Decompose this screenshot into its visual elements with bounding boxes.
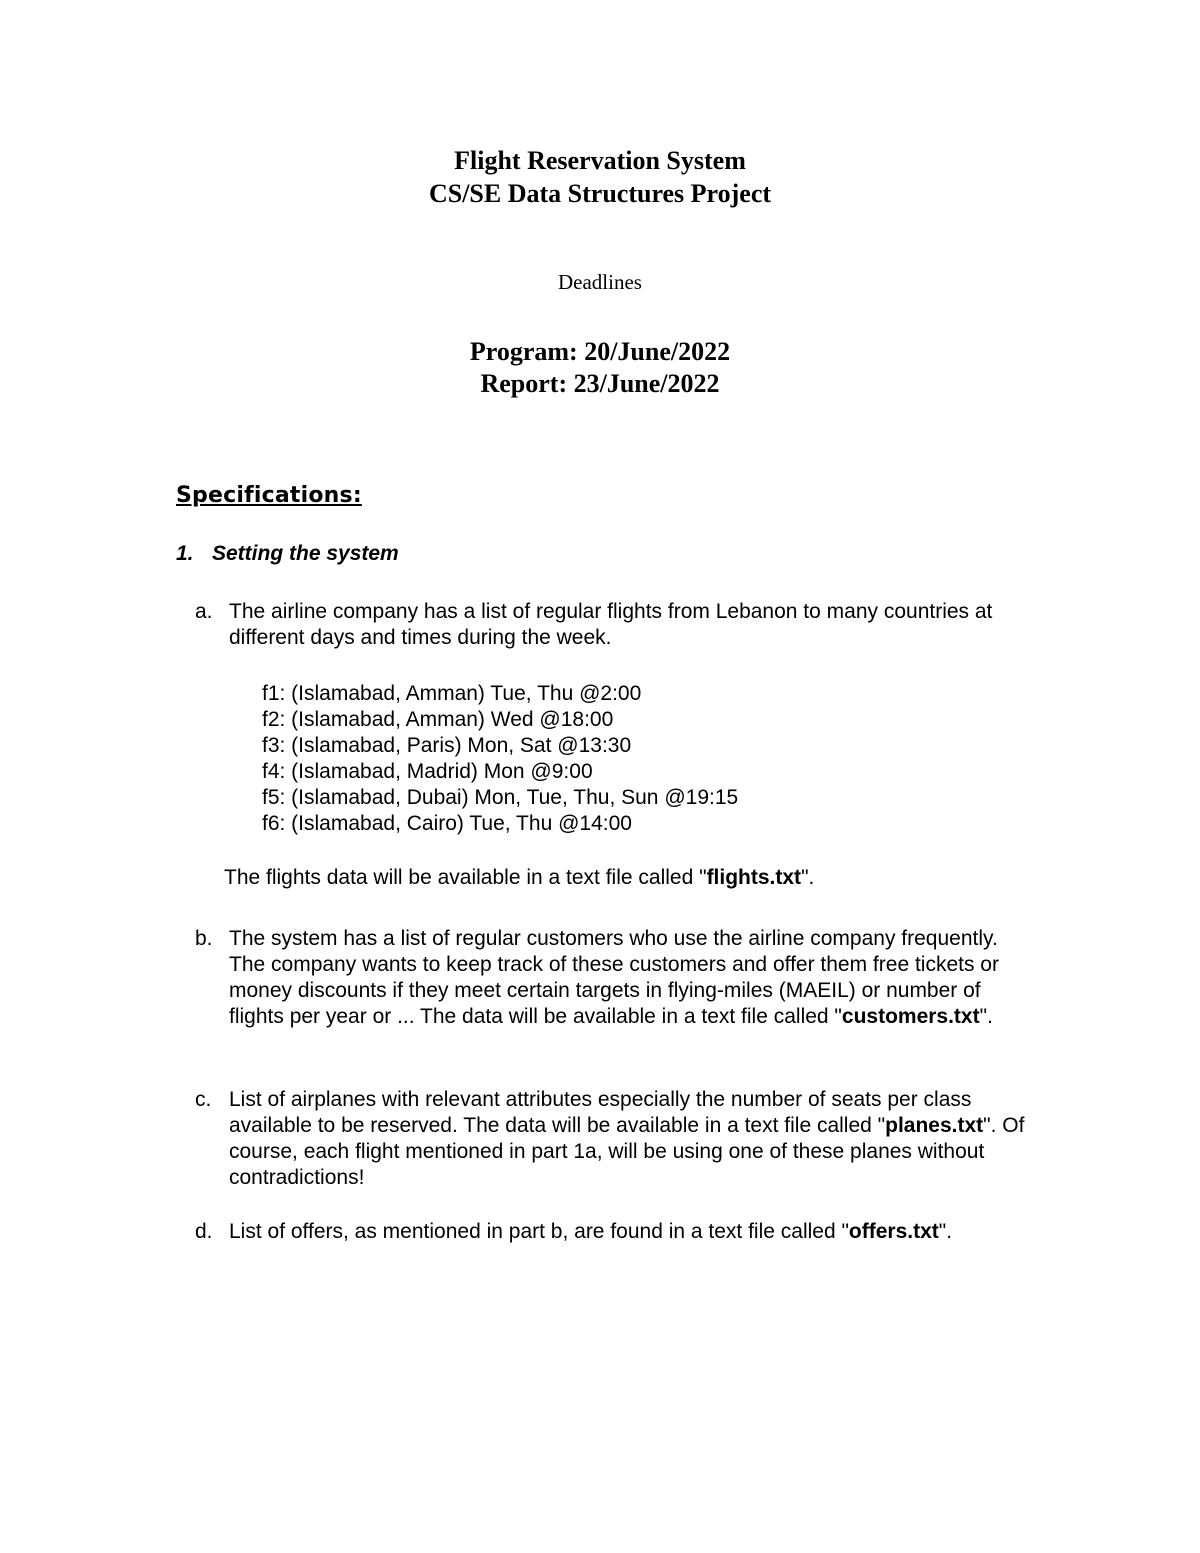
- document-title: Flight Reservation System: [454, 146, 746, 175]
- flight-entry: f5: (Islamabad, Dubai) Mon, Tue, Thu, Sun @19:15: [262, 786, 739, 809]
- list-item-b: [195, 926, 1035, 1030]
- offers-filename: offers.txt: [848, 1220, 939, 1243]
- list-item-c: [195, 1087, 1035, 1191]
- item-d-text: List of offers, as mentioned in part b, are found in a text file called ": [229, 1220, 849, 1243]
- item-b-text: The system has a list of regular customers who use the airline company frequently. The company wants to keep track of these customers and offer them free tickets or money discounts if they meet certain targets in flying-miles (MAEIL) or number of flights per year or ... The data will be available in a text file called ": [229, 927, 999, 1028]
- list-item-text: [229, 926, 1035, 1030]
- note-suffix: ".: [801, 866, 815, 889]
- section-title: [176, 542, 399, 566]
- item-d-suffix: ".: [938, 1220, 953, 1243]
- flights-filename: flights.txt: [706, 866, 802, 889]
- report-deadline: Report: 23/June/2022: [480, 369, 720, 398]
- customers-filename: customers.txt: [841, 1005, 980, 1028]
- program-deadline: Program: 20/June/2022: [469, 337, 731, 366]
- list-marker: c.: [195, 1088, 212, 1111]
- note-text: The flights data will be available in a text file called ": [224, 866, 707, 889]
- planes-filename: planes.txt: [885, 1114, 984, 1137]
- list-item-text: [229, 1219, 1035, 1245]
- list-item-text: The airline company has a list of regular flights from Lebanon to many countries at different days and times during the week.: [229, 600, 993, 649]
- flight-entry: f2: (Islamabad, Amman) Wed @18:00: [262, 708, 614, 731]
- list-item-a: [195, 599, 1035, 651]
- item-b-suffix: ".: [979, 1005, 993, 1028]
- list-item-text: [229, 1087, 1035, 1191]
- deadlines-label: Deadlines: [558, 270, 642, 294]
- item-c-suffix: ". Of course, each flight mentioned in part 1a, will be using one of these planes without contradictions!: [229, 1114, 1025, 1189]
- flights-note: [224, 865, 814, 891]
- document-subtitle: CS/SE Data Structures Project: [428, 179, 772, 208]
- list-marker: b.: [195, 927, 213, 950]
- list-marker: a.: [195, 600, 213, 623]
- section-title-text: Setting the system: [212, 542, 399, 565]
- section-number: 1.: [176, 542, 194, 565]
- flight-entry: f3: (Islamabad, Paris) Mon, Sat @13:30: [262, 734, 632, 757]
- specifications-heading: Specifications:: [176, 483, 362, 508]
- flight-entry: f6: (Islamabad, Cairo) Tue, Thu @14:00: [262, 812, 632, 835]
- list-marker: d.: [195, 1220, 213, 1243]
- flight-entry: f1: (Islamabad, Amman) Tue, Thu @2:00: [262, 682, 642, 705]
- list-item-d: [195, 1219, 1035, 1245]
- item-c-text: List of airplanes with relevant attributes especially the number of seats per class available to be reserved. The data will be available in a text file called ": [229, 1088, 972, 1137]
- flights-list: [262, 681, 738, 837]
- flight-entry: f4: (Islamabad, Madrid) Mon @9:00: [262, 760, 593, 783]
